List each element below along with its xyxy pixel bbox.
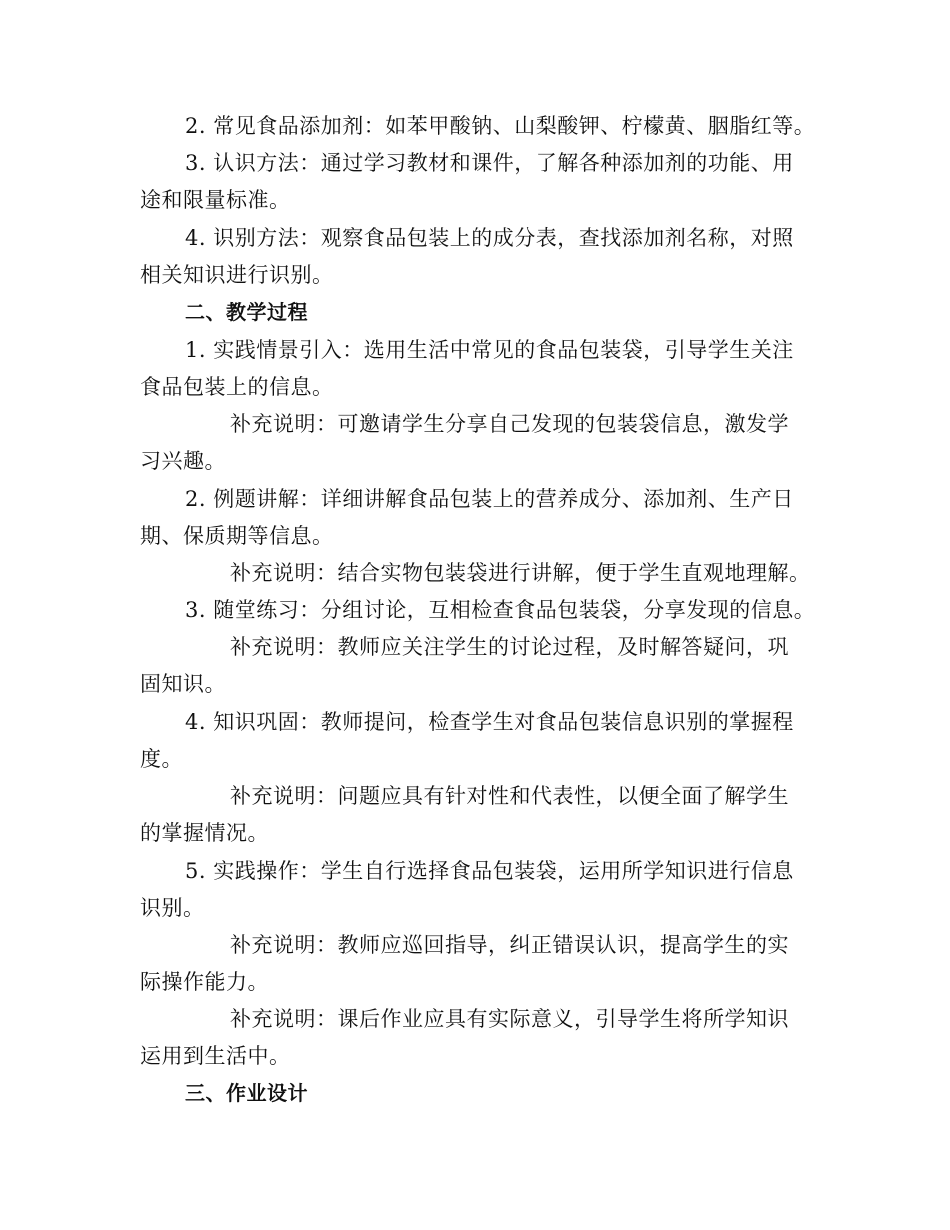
paragraph-line: 食品包装上的信息。 [140, 375, 334, 399]
paragraph-line: 1. 实践情景引入：选用生活中常见的食品包装袋，引导学生关注 [185, 338, 794, 362]
note-line: 习兴趣。 [140, 449, 226, 473]
paragraph-line: 2. 例题讲解：详细讲解食品包装上的营养成分、添加剂、生产日 [185, 487, 794, 511]
note-line: 补充说明：教师应关注学生的讨论过程，及时解答疑问，巩 [230, 635, 789, 659]
paragraph-line: 途和限量标准。 [140, 188, 291, 212]
paragraph-line: 3. 认识方法：通过学习教材和课件，了解各种添加剂的功能、用 [185, 151, 794, 175]
paragraph-line: 4. 知识巩固：教师提问，检查学生对食品包装信息识别的掌握程 [185, 710, 794, 734]
note-line: 固知识。 [140, 672, 226, 696]
note-line: 补充说明：课后作业应具有实际意义，引导学生将所学知识 [230, 1007, 789, 1031]
paragraph-line: 4. 识别方法：观察食品包装上的成分表，查找添加剂名称，对照 [185, 226, 794, 250]
section-heading: 二、教学过程 [185, 300, 308, 324]
note-line: 补充说明：结合实物包装袋进行讲解，便于学生直观地理解。 [230, 561, 811, 585]
paragraph-line: 期、保质期等信息。 [140, 524, 334, 548]
note-line: 的掌握情况。 [140, 821, 269, 845]
paragraph-line: 2. 常见食品添加剂：如苯甲酸钠、山梨酸钾、柠檬黄、胭脂红等。 [185, 114, 816, 138]
section-heading: 三、作业设计 [185, 1081, 308, 1105]
note-line: 补充说明：问题应具有针对性和代表性，以便全面了解学生 [230, 784, 789, 808]
paragraph-line: 相关知识进行识别。 [140, 263, 334, 287]
paragraph-line: 3. 随堂练习：分组讨论，互相检查食品包装袋，分享发现的信息。 [185, 598, 816, 622]
paragraph-line: 度。 [140, 747, 183, 771]
note-line: 运用到生活中。 [140, 1044, 291, 1068]
note-line: 补充说明：教师应巡回指导，纠正错误认识，提高学生的实 [230, 933, 789, 957]
note-line: 际操作能力。 [140, 970, 269, 994]
paragraph-line: 5. 实践操作：学生自行选择食品包装袋，运用所学知识进行信息 [185, 859, 794, 883]
paragraph-line: 识别。 [140, 896, 205, 920]
note-line: 补充说明：可邀请学生分享自己发现的包装袋信息，激发学 [230, 412, 789, 436]
